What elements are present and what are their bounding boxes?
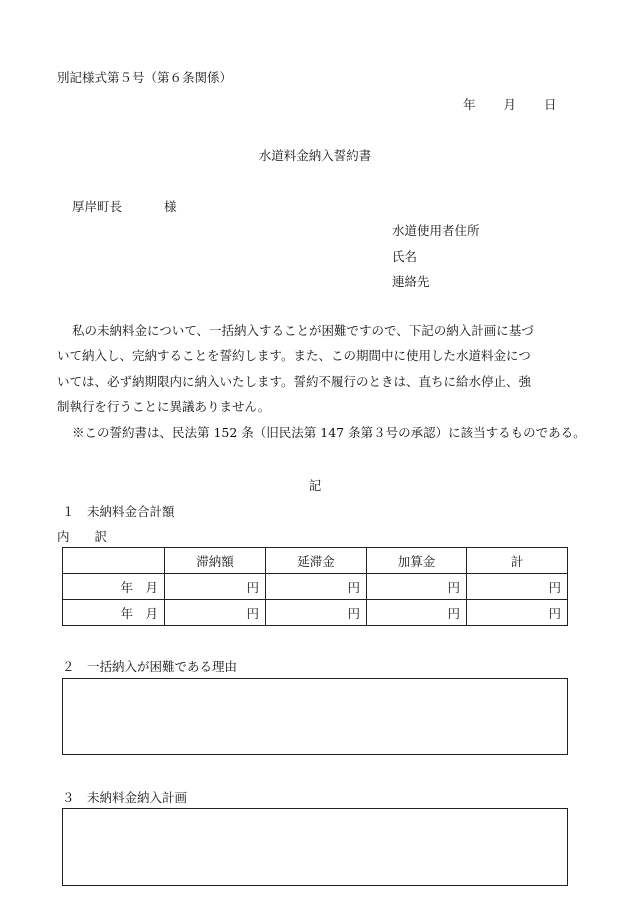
cell-surcharge[interactable]: 円 <box>367 574 467 600</box>
cell-total[interactable]: 円 <box>467 574 568 600</box>
cell-late-fee[interactable]: 円 <box>266 600 367 626</box>
header-period <box>63 548 165 574</box>
cell-surcharge[interactable]: 円 <box>367 600 467 626</box>
table-row <box>63 600 568 626</box>
header-total: 計 <box>467 548 568 574</box>
table-row <box>63 574 568 600</box>
cell-arrears[interactable]: 円 <box>165 574 266 600</box>
body-line-2: いて納入し、完納することを誓約します。また、この期間中に使用した水道料金につ <box>57 348 531 363</box>
section3-heading: ３ 未納料金納入計画 <box>62 790 188 805</box>
section2-heading: ２ 一括納入が困難である理由 <box>62 659 238 674</box>
payment-plan-box[interactable] <box>62 808 568 886</box>
document-title: 水道料金納入誓約書 <box>258 148 372 163</box>
ki-label: 記 <box>308 478 322 493</box>
user-address-label: 水道使用者住所 <box>392 223 480 238</box>
header-surcharge: 加算金 <box>367 548 467 574</box>
arrears-table <box>62 547 568 626</box>
body-line-3: いては、必ず納期限内に納入いたします。誓約不履行のときは、直ちに給水停止、強 <box>57 374 532 389</box>
cell-late-fee[interactable]: 円 <box>266 574 367 600</box>
table-header-row <box>63 548 568 574</box>
addressee-honorific: 様 <box>164 199 177 214</box>
date-line <box>463 95 557 113</box>
reason-input-box[interactable] <box>62 678 568 755</box>
date-year: 年 <box>463 97 476 112</box>
form-id: 別記様式第５号（第６条関係） <box>57 70 233 85</box>
header-arrears: 滞納額 <box>165 548 266 574</box>
header-late-fee: 延滞金 <box>266 548 367 574</box>
cell-arrears[interactable]: 円 <box>165 600 266 626</box>
legal-note: ※この誓約書は、民法第 152 条（旧民法第 147 条第３号の承認）に該当するものである。 <box>72 425 586 440</box>
section1-heading: １ 未納料金合計額 <box>62 504 175 519</box>
date-day: 日 <box>544 97 557 112</box>
breakdown-label: 内 訳 <box>57 529 108 544</box>
addressee-name: 厚岸町長 <box>72 199 123 214</box>
body-line-1: 私の未納料金について、一括納入することが困難ですので、下記の納入計画に基づ <box>72 323 534 338</box>
user-contact-label: 連絡先 <box>392 274 430 289</box>
user-name-label: 氏名 <box>392 249 418 264</box>
row-period[interactable]: 年 月 <box>63 574 165 600</box>
addressee <box>72 197 177 215</box>
date-month: 月 <box>503 97 517 112</box>
row-period[interactable]: 年 月 <box>63 600 165 626</box>
body-line-4: 制執行を行うことに異議ありません。 <box>57 399 271 414</box>
cell-total[interactable]: 円 <box>467 600 568 626</box>
